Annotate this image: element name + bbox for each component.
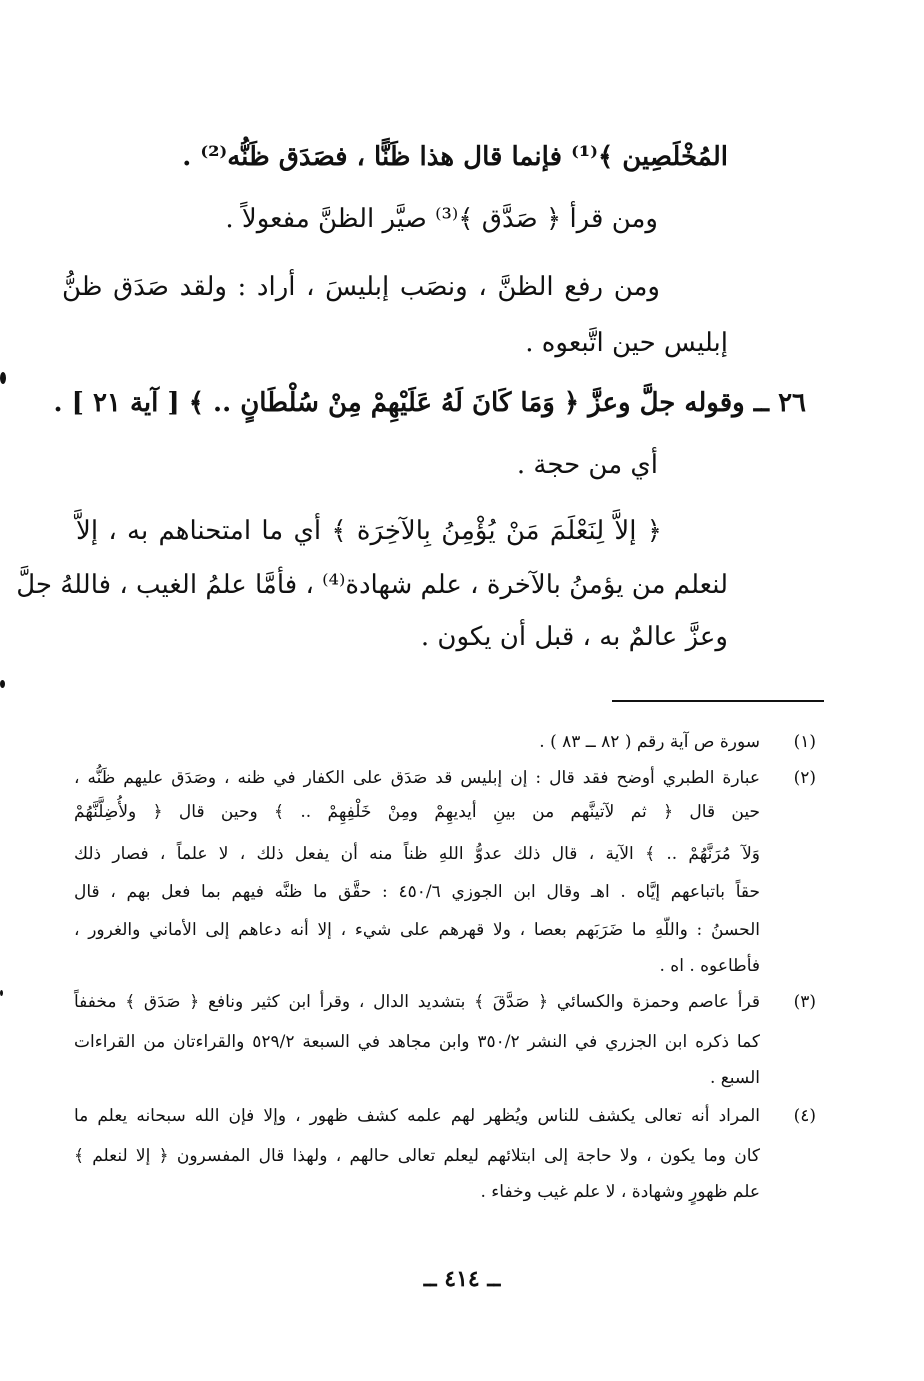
footnote-1-line-1: سورة ص آية رقم ( ٨٢ ــ ٨٣ ) . xyxy=(539,732,760,752)
main-line-9: وعزَّ عالمٌ به ، قبل أن يكون . xyxy=(420,622,728,652)
footnote-4-line-1: المراد أنه تعالى يكشف للناس ويُظهر لهم علمه كشف ظهور ، وإلا فإن الله سبحانه يعلم ما xyxy=(74,1106,760,1126)
footnote-number-3: (٣) xyxy=(793,992,816,1012)
footnote-2-line-3: وَلآ مُرَنَّهُمْ .. ﴾ الآية ، قال ذلك عدوُّ اللهِ ظناً منه أن يفعل ذلك ، لا علماً ، فصار ذلك xyxy=(74,844,760,864)
main-line-3: ومن رفع الظنَّ ، ونصَب إبليسَ ، أراد : ولقد صَدَق ظنُّ xyxy=(62,272,660,302)
scan-mark-2 xyxy=(0,680,5,688)
page-number: ــ ٤١٤ ــ xyxy=(423,1266,501,1292)
main-line-4: إبليس حين اتَّبعوه . xyxy=(525,328,728,358)
footnote-2-line-2: حين قال ﴿ ثم لآتينَّهم من بينِ أيديهِمْ ومِنْ خَلْفِهِمْ .. ﴾ وحين قال ﴿ ولأُضِلَّنَّهُمْ xyxy=(74,802,760,822)
footnote-separator xyxy=(612,700,824,702)
footnote-number-1: (١) xyxy=(793,732,816,752)
footnote-number-4: (٤) xyxy=(793,1106,816,1126)
footnote-2-line-1: عبارة الطبري أوضح فقد قال : إن إبليس قد صَدَق على الكفار في ظنه ، وصَدَق عليهم ظَنُّه ، xyxy=(74,768,760,788)
footnote-2-line-6: فأطاعوه . اه . xyxy=(659,956,760,976)
main-line-1: المُخْلَصِين ﴾⁽¹⁾ فإنما قال هذا ظَنًّا ، فصَدَق ظَنُّه⁽²⁾ . xyxy=(182,142,728,172)
footnote-2-line-5: الحسنُ : واللّهِ ما ضَرَبَهم بعصا ، ولا قهرهم على شيء ، إلا أنه دعاهم إلى الأماني والغرور ، xyxy=(74,920,760,940)
footnote-3-line-2: كما ذكره ابن الجزري في النشر ٣٥٠/٢ وابن مجاهد في السبعة ٥٢٩/٢ والقراءتان من القراءات xyxy=(74,1032,760,1052)
scan-mark-1 xyxy=(0,372,6,384)
footnote-number-2: (٢) xyxy=(793,768,816,788)
main-line-5: ٢٦ ــ وقوله جلَّ وعزَّ ﴿ وَمَا كَانَ لَهُ عَلَيْهِمْ مِنْ سُلْطَانٍ .. ﴾ [ آية ٢١ ] . xyxy=(53,388,806,418)
scan-mark-3 xyxy=(0,990,3,996)
main-line-6: أي من حجة . xyxy=(516,450,658,480)
footnote-3-line-1: قرأ عاصم وحمزة والكسائي ﴿ صَدَّقَ ﴾ بتشديد الدال ، وقرأ ابن كثير ونافع ﴿ صَدَق ﴾ مخففاً xyxy=(74,992,760,1012)
main-line-7: ﴿ إلاَّ لِنَعْلَمَ مَنْ يُؤْمِنُ بِالآخِرَة ﴾ أي ما امتحناهم به ، إلاَّ xyxy=(76,516,662,546)
footnote-3-line-3: السبع . xyxy=(709,1068,760,1088)
main-line-8: لنعلم من يؤمنُ بالآخرة ، علم شهادة⁽⁴⁾ ، فأمَّا علمُ الغيب ، فاللهُ جلَّ xyxy=(16,570,728,600)
footnote-4-line-3: علم ظهورٍ وشهادة ، لا علم غيب وخفاء . xyxy=(480,1182,760,1202)
main-line-2: ومن قرأ ﴿ صَدَّق ﴾⁽³⁾ صيَّر الظنَّ مفعولاً . xyxy=(225,204,658,234)
footnote-2-line-4: حقاً باتباعهم إيَّاه . اهـ وقال ابن الجوزي ٤٥٠/٦ : حقَّق ما ظنَّه فيهم بما فعل بهم ، قال xyxy=(74,882,760,902)
footnote-4-line-2: كان وما يكون ، ولا حاجة إلى ابتلائهم ليعلم تعالى حالهم ، ولهذا قال المفسرون ﴿ إلا لنعلم ﴾ xyxy=(74,1146,760,1166)
